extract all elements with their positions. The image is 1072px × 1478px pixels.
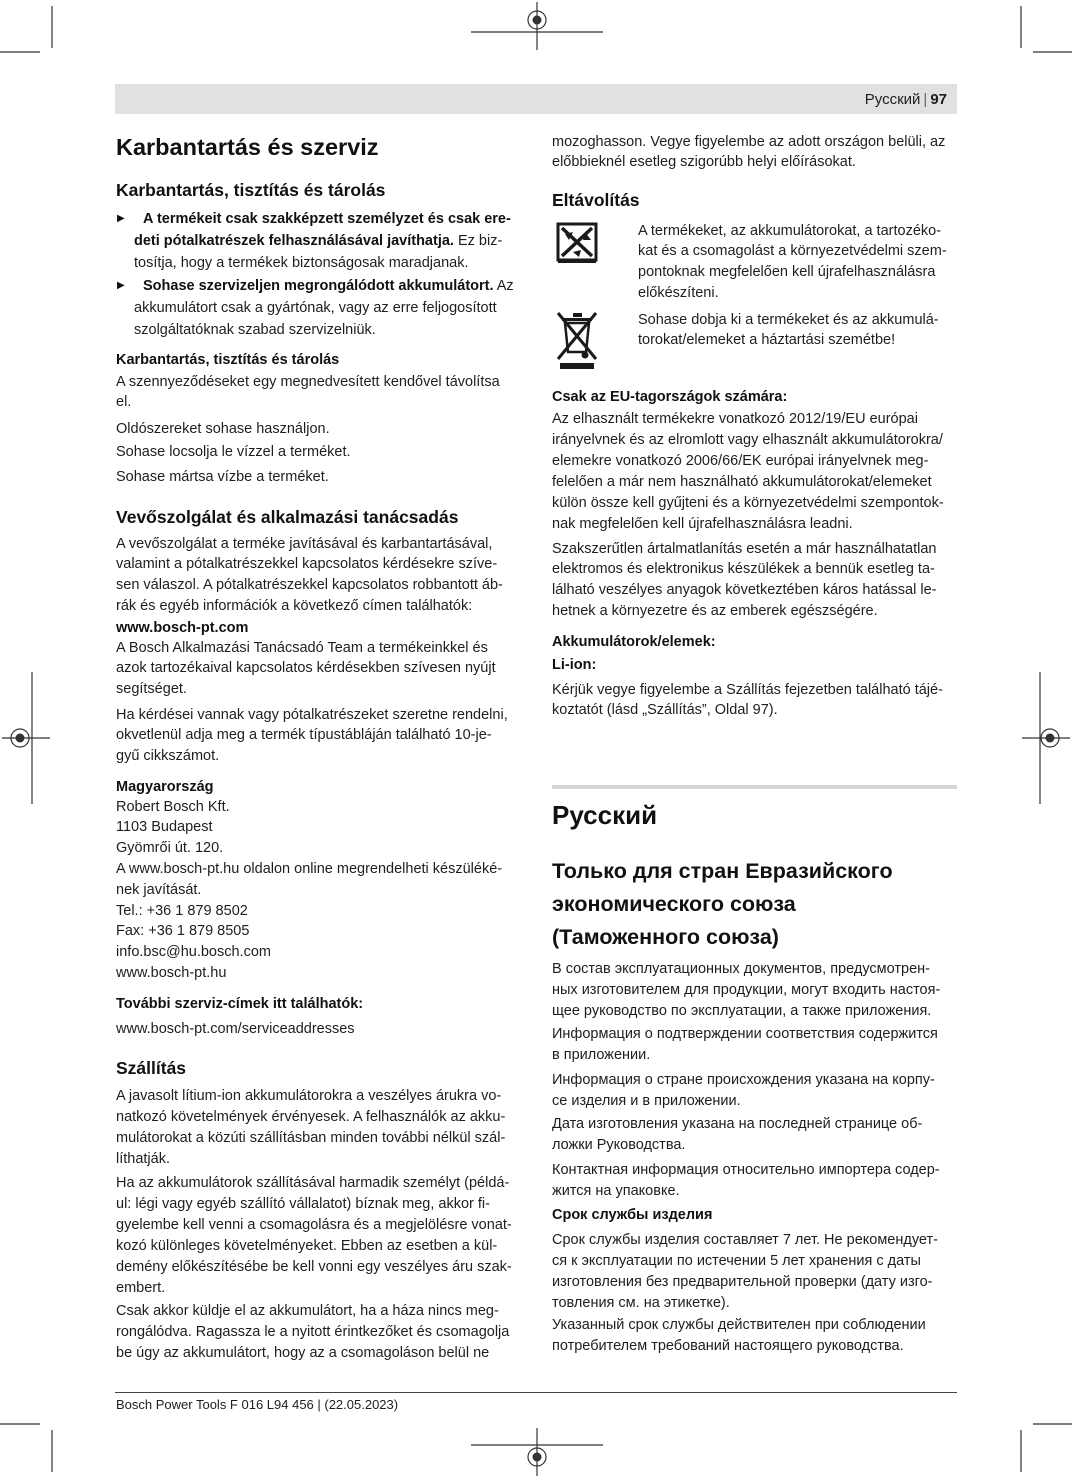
ru-paragraph: Дата изготовления указана на последней странице об- ложки Руководства. [552,1115,923,1153]
service-heading: Vevőszolgálat és alkalmazási tanácsadás [116,507,459,527]
header-separator: | [923,91,928,108]
country-heading: Magyarország [116,778,214,795]
service-address: Robert Bosch Kft. 1103 Budapest Gyömrői út. 120. A www.bosch-pt.hu oldalon online megrendelheti készüléké- nek javítását. Tel.: +36 1 879 8502 Fax: +36 1 879 8505 info.bsc@hu.bosch.com www.bosch-pt.hu [116,798,503,981]
lifetime-heading: Срок службы изделия [552,1206,713,1223]
bullet-item [134,208,511,274]
transport-paragraph-continued: mozoghasson. Vegye figyelembe az adott országon belüli, az előbbieknél esetleg szigorúbb helyi előírásokat. [552,133,946,171]
recycle-packaging-icon [555,220,599,264]
lifetime-paragraph: Указанный срок службы действителен при соблюдении потребителем требований настоящего руководства. [552,1316,926,1354]
header-section: Русский [864,91,921,108]
liion-paragraph: Kérjük vegye figyelembe a Szállítás fejezetben található tájé- koztatót (lásd „Szállítás”, Oldal 97). [552,681,943,719]
more-addresses-url: www.bosch-pt.com/serviceaddresses [116,1020,355,1037]
care-paragraph: Oldószereket sohase használjon. [116,420,330,437]
care-subheading: Karbantartás, tisztítás és tárolás [116,351,340,368]
transport-heading: Szállítás [116,1058,187,1078]
batteries-heading: Akkumulátorok/elemek: [552,633,716,650]
disposal-recycle-text: A termékeket, az akkumulátorokat, a tartozéko- kat és a csomagolást a környezetvédelmi szem- pontoknak megfelelően kell újrafelhasználásra előkészíteni. [638,222,947,301]
icon-base [558,260,596,263]
service-paragraph: A Bosch Alkalmazási Tanácsadó Team a termékeinkkel és azok tartozékaival kapcsolatos kérdésekben szívesen nyújt segítséget. [116,639,496,698]
service-paragraph: A vevőszolgálat a terméke javításával és karbantartásával, valamint a pótalkatrészekkel kapcsolatos kérdésekre szíve- sen válaszol. A pótalkatrészekkel kapcsolatos robbantott áb- rák és egyéb információk a következő címen találhatók: [116,535,503,614]
registration-left-dot [16,734,25,743]
bullet-text: Az akkumulátort csak a gyártónak, vagy az erre feljogosított szolgáltatóknak szabad szervizelniük. [134,278,514,338]
bin-bar [560,363,594,369]
bin-wheel [582,352,589,359]
russian-section-title: Русский [552,800,658,830]
ru-paragraph: В состав эксплуатационных документов, предусмотрен- ных изготовителем для продукции, могут входить настоя- щее руководство по эксплуатации, а также приложения. [552,960,941,1019]
ru-paragraph: Информация о подтверждении соответствия содержится в приложении. [552,1025,938,1063]
liion-heading: Li-ion: [552,656,597,673]
service-paragraph: Ha kérdései vannak vagy pótalkatrészeket szeretne rendelni, okvetlenül adja meg a termék típustábláján található 10-je- gyű cikkszámot. [116,706,508,765]
eu-paragraph: Az elhasznált termékekre vonatkozó 2012/19/EU európai irányelvnek és az elromlott vagy elhasznált akkumulátorokra/ elemekre vonatkozó 2006/66/EK európai irányelvnek meg- felelően a már nem használható akkumulátorokat/elemeket külön össze kell gyűjteni és a környezetvédelmi szempontok- nak megfelelően kell újrafelhasználásra leadni. [552,410,944,532]
service-website: www.bosch-pt.com [116,619,249,636]
registration-bottom-dot [533,1453,542,1462]
footer-rule [115,1392,957,1393]
transport-paragraph: A javasolt lítium-ion akkumulátorokra a veszélyes árukra vo- natkozó követelmények érvényesek. A felhasználók az akku- mulátorokat a közúti szállításban minden további nélkül szál- líthatják. [116,1087,506,1167]
bullet-item [134,275,514,341]
transport-paragraph: Csak akkor küldje el az akkumulátort, ha a háza nincs meg- rongálódva. Ragassza le a nyitott érintkezőket és csomagolja be úgy az akkumulátort, hogy az a csomagoláson belül ne [116,1302,510,1361]
bullet-bold-text: Sohase szervizeljen megrongálódott akkumulátort. [143,278,494,294]
care-paragraph: Sohase locsolja le vízzel a terméket. [116,443,351,460]
lifetime-paragraph: Срок службы изделия составляет 7 лет. Не рекомендует- ся к эксплуатации по истечении 5 лет хранения с даты изготовления без предварительной проверки (дату изго- товления см. на этикетке). [552,1231,938,1311]
registration-right-dot [1046,734,1055,743]
section-divider [552,785,957,789]
bullet-text: Ez biz- tosítja, hogy a termékek biztonságosak maradjanak. [134,233,503,271]
care-paragraph: Sohase mártsa vízbe a terméket. [116,468,329,485]
ru-paragraph: Информация о стране происхождения указана на корпу- се изделия и в приложении. [552,1071,935,1109]
more-addresses-label: További szerviz-címek itt találhatók: [116,995,364,1012]
bin-handle [573,313,582,317]
crossed-out-wheelie-bin-icon [555,308,599,370]
ru-paragraph: Контактная информация относительно импортера содер- жится на упаковке. [552,1161,940,1199]
eaeu-heading: Только для стран Евразийского экономического союза (Таможенного союза) [552,858,893,949]
running-header [697,89,947,111]
page-number: 97 [930,91,947,108]
registration-top-dot [533,16,542,25]
icon-arrow [573,250,581,257]
bullet-marker: ▶ [117,280,125,291]
disposal-heading: Eltávolítás [552,190,640,210]
bin-lid [562,318,592,321]
transport-paragraph: Ha az akkumulátorok szállításával harmadik személyt (példá- ul: légi vagy egyéb szállító vállalatot) bíznak meg, akkor fi- gyelembe kell venni a csomagolásra és a megjelölésre vonat- kozó különleges követelményeket. Ebben az esetben a kül- demény előkészítésébe be kell vonni egy veszélyes áru szak- embert. [116,1174,512,1296]
care-paragraph: A szennyeződéseket egy megnedvesített kendővel távolítsa el. [116,373,500,411]
maintenance-heading: Karbantartás, tisztítás és tárolás [116,180,386,200]
eu-heading: Csak az EU-tagországok számára: [552,388,788,405]
page-title: Karbantartás és szerviz [116,134,379,160]
footer-imprint: Bosch Power Tools F 016 L94 456 | (22.05.2023) [116,1397,399,1412]
disposal-bin-text: Sohase dobja ki a termékeket és az akkumulá- torokat/elemeket a háztartási szemétbe! [638,311,939,349]
eu-paragraph: Szakszerűtlen ártalmatlanítás esetén a már használhatatlan elektromos és elektronikus készülékek a bennük esetleg ta- lálható veszélyes anyagok következtében káros hatással le- hetnek a környezetre és az emberek egészségére. [552,540,937,619]
bullet-marker: ▶ [117,213,125,224]
bullet-bold-text: A termékeit csak szakképzett személyzet és csak ere- deti pótalkatrészek felhasználásával javíthatja. [134,211,511,249]
